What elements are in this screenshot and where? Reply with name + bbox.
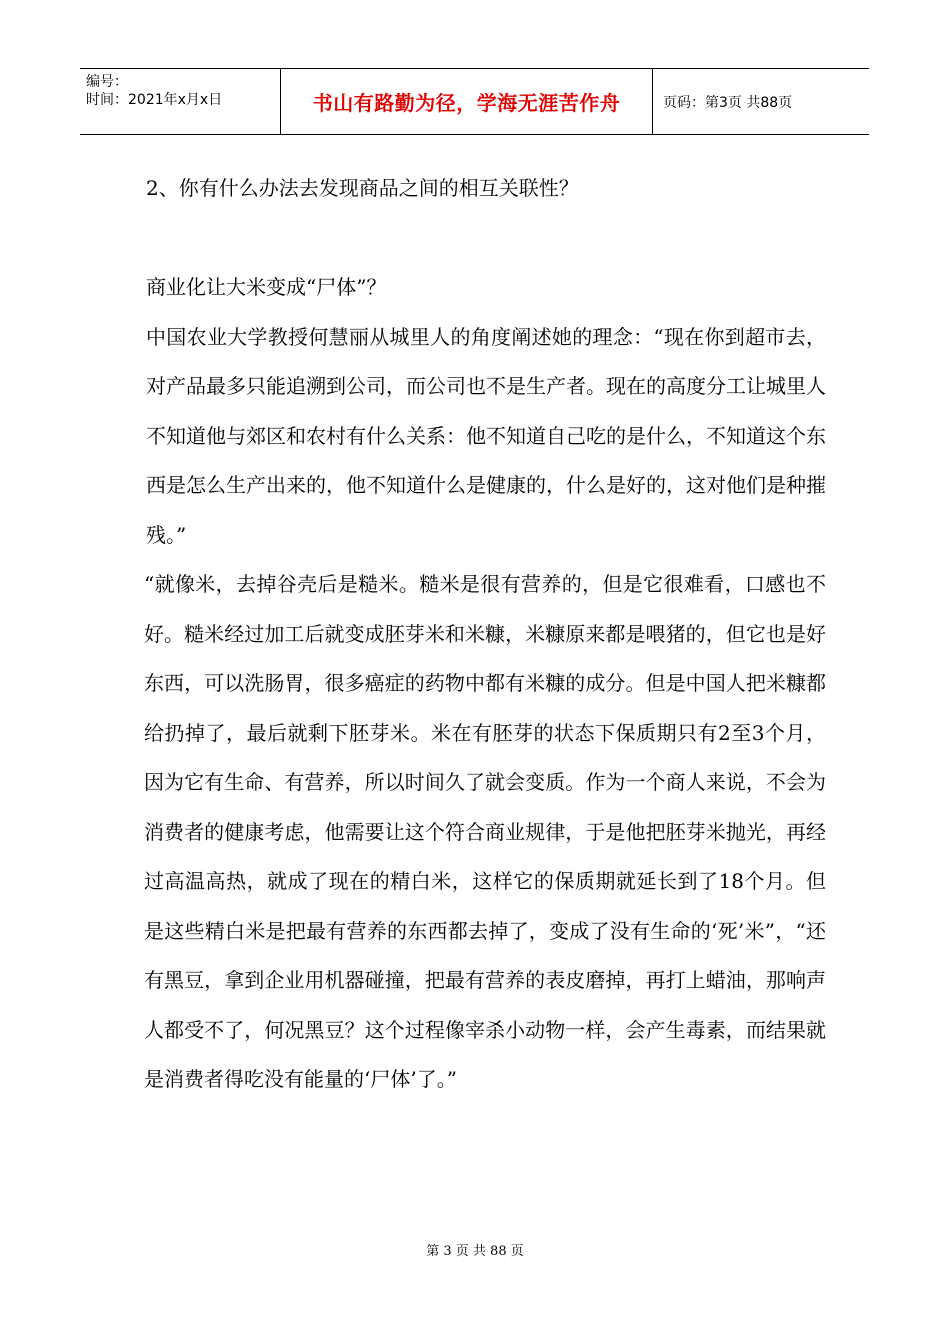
document-header [80,68,869,135]
document-date: 时间：2021年x月x日 [86,92,223,108]
header-page-cell [653,69,869,134]
header-meta-cell [80,69,281,134]
question-text: 2、你有什么办法去发现商品之间的相互关联性？ [146,176,579,200]
header-page-code: 页码：第3页 共88页 [663,94,793,111]
section-subtitle: 商业化让大米变成“尸体”？ [146,275,387,299]
header-motto-cell [281,69,653,134]
document-number-label: 编号： [86,74,128,90]
page-footer [0,1240,950,1259]
document-body [146,164,826,1105]
footer-page-number: 第 3 页 共 88 页 [426,1244,524,1259]
paragraph-1: 中国农业大学教授何慧丽从城里人的角度阐述她的理念：“现在你到超市去，对产品最多只能追溯到公司，而公司也不是生产者。现在的高度分工让城里人不知道他与郊区和农村有什么关系：他不知道自己吃的是什么，不知道这个东西是怎么生产出来的，他不知道什么是健康的，什么是好的，这对他们是种摧残。” [146,324,826,547]
header-motto: 书山有路勤为径，学海无涯苦作舟 [312,91,621,115]
blank-line [146,214,826,264]
paragraph-2: “就像米，去掉谷壳后是糙米。糙米是很有营养的，但是它很难看，口感也不好。糙米经过加工后就变成胚芽米和米糠，米糠原来都是喂猪的，但它也是好东西，可以洗肠胃，很多癌症的药物中都有米糠的成分。但是中国人把米糠都给扔掉了，最后就剩下胚芽米。米在有胚芽的状态下保质期只有2至3个月，因为它有生命、有营养，所以时间久了就会变质。作为一个商人来说，不会为消费者的健康考虑，他需要让这个符合商业规律，于是他把胚芽米抛光，再经过高温高热，就成了现在的精白米，这样它的保质期就延长到了18个月。但是这些精白米是把最有营养的东西都去掉了，变成了没有生命的‘死’米”，“还有黑豆，拿到企业用机器碰撞，把最有营养的表皮磨掉，再打上蜡油，那响声人都受不了，何况黑豆？这个过程像宰杀小动物一样，会产生毒素，而结果就是消费者得吃没有能量的‘尸体’了。” [144,572,826,1091]
